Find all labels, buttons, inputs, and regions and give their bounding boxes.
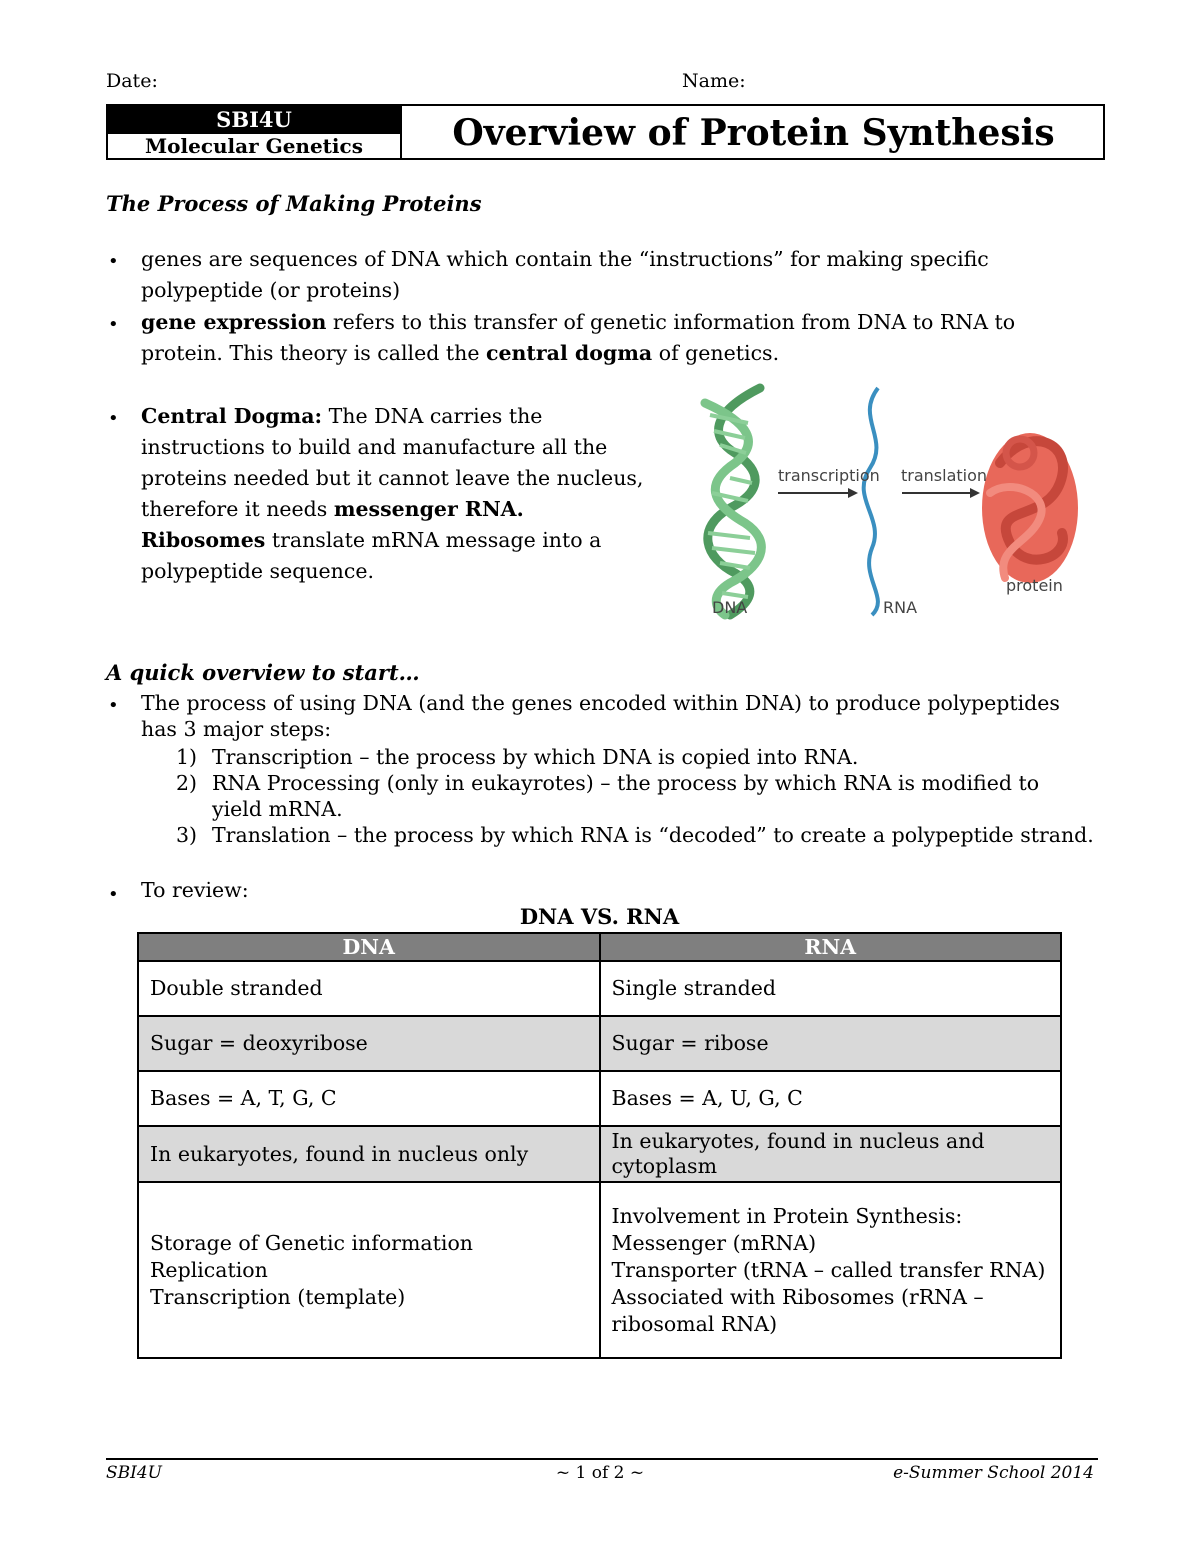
bullet-icon: •	[108, 884, 119, 905]
arrow-head-icon	[848, 488, 858, 498]
step-text: Translation – the process by which RNA is “decoded” to create a polypeptide strand.	[212, 823, 1094, 847]
table-row	[138, 1182, 1061, 1358]
bullet-gene-expression	[141, 307, 1041, 369]
table-cell: Involvement in Protein Synthesis: Messenger (mRNA) Transporter (tRNA – called transfer RNA) Associated with Ribosomes (rRNA – ribosomal RNA)	[600, 1182, 1062, 1358]
list-item	[176, 744, 1096, 770]
header-rna: RNA	[600, 933, 1062, 961]
unit-name: Molecular Genetics	[145, 134, 363, 158]
list-item	[176, 770, 1096, 822]
step-number: 1)	[176, 745, 198, 769]
table-row	[138, 1071, 1061, 1126]
table-cell: In eukaryotes, found in nucleus and cytoplasm	[600, 1126, 1062, 1182]
table-cell: Sugar = ribose	[600, 1016, 1062, 1071]
title-block	[106, 104, 1105, 160]
footer-school: e-Summer School 2014	[893, 1463, 1094, 1483]
label-transcription: transcription	[778, 466, 880, 485]
table-cell: Sugar = deoxyribose	[138, 1016, 600, 1071]
page-number: ~ 1 of 2 ~	[555, 1463, 645, 1483]
table-cell: Bases = A, T, G, C	[138, 1071, 600, 1126]
bullet-icon: •	[108, 695, 119, 716]
table-row	[138, 1016, 1061, 1071]
bullet-icon: •	[108, 408, 119, 429]
course-code: SBI4U	[108, 106, 400, 134]
term-gene-expression: gene expression	[141, 310, 327, 334]
label-protein: protein	[1006, 576, 1063, 595]
table-cell: Double stranded	[138, 961, 600, 1016]
bullet-icon: •	[108, 251, 119, 272]
table-cell: Single stranded	[600, 961, 1062, 1016]
rna-strand-icon	[864, 388, 878, 615]
title-divider	[400, 106, 402, 158]
table-row	[138, 1126, 1061, 1182]
dna-rna-table	[137, 932, 1062, 1359]
protein-icon	[982, 433, 1078, 583]
table-cell: In eukaryotes, found in nucleus only	[138, 1126, 600, 1182]
footer-course: SBI4U	[106, 1463, 162, 1483]
name-label: Name:	[682, 70, 746, 92]
text: refers to this transfer of genetic information from DNA to RNA to protein. This theory is called the	[141, 310, 1016, 365]
step-text: RNA Processing (only in eukayrotes) – the process by which RNA is modified to yield mRNA.	[212, 771, 1040, 821]
text: translate mRNA message into a polypeptide sequence.	[141, 528, 602, 583]
central-dogma-figure	[690, 383, 1100, 623]
label-rna: RNA	[883, 598, 918, 617]
table-row	[138, 961, 1061, 1016]
section-heading-overview: A quick overview to start…	[106, 660, 420, 685]
term-messenger-rna: messenger RNA.	[333, 497, 524, 521]
step-number: 2)	[176, 771, 198, 795]
text: The DNA carries the instructions to build and manufacture all the proteins needed but it cannot leave the nucleus, therefore it needs	[141, 404, 644, 521]
step-number: 3)	[176, 823, 198, 847]
review-label: To review:	[141, 878, 249, 902]
list-item	[176, 822, 1096, 848]
date-label: Date:	[106, 70, 158, 92]
page-title: Overview of Protein Synthesis	[452, 112, 1055, 154]
header-dna: DNA	[138, 933, 600, 961]
term-central-dogma-label: Central Dogma:	[141, 404, 323, 428]
term-ribosomes: Ribosomes	[141, 528, 266, 552]
bullet-central-dogma	[141, 401, 646, 587]
bullet-icon: •	[108, 314, 119, 335]
bullet-genes: genes are sequences of DNA which contain the “instructions” for making specific polypeptide (or proteins)	[141, 247, 989, 302]
overview-intro: The process of using DNA (and the genes encoded within DNA) to produce polypeptides has 3 major steps:	[141, 691, 1060, 741]
table-caption: DNA VS. RNA	[519, 904, 680, 929]
table-cell: Storage of Genetic information Replication Transcription (template)	[138, 1182, 600, 1358]
term-central-dogma: central dogma	[485, 341, 653, 365]
label-dna: DNA	[712, 598, 748, 617]
footer-divider	[106, 1458, 1098, 1460]
step-text: Transcription – the process by which DNA is copied into RNA.	[212, 745, 859, 769]
steps-list	[176, 744, 1096, 848]
table-cell: Bases = A, U, G, C	[600, 1071, 1062, 1126]
section-heading-process: The Process of Making Proteins	[106, 191, 482, 216]
arrow-head-icon	[970, 488, 980, 498]
text: of genetics.	[652, 341, 780, 365]
dna-helix-icon	[705, 388, 761, 615]
label-translation: translation	[901, 466, 988, 485]
table-header-row	[138, 933, 1061, 961]
